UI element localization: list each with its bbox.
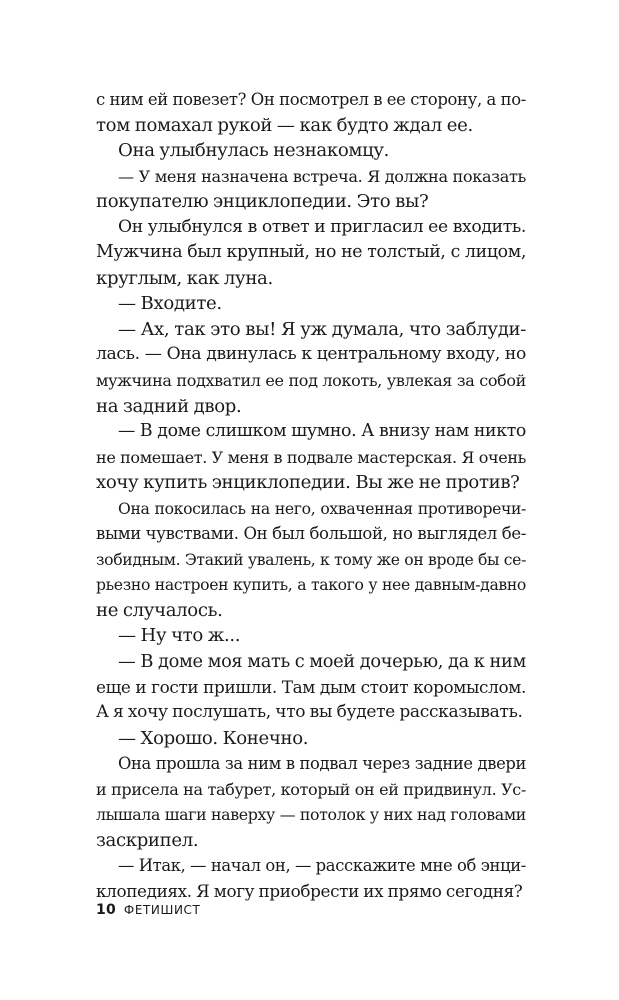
text-line: Она улыбнулась незнакомцу. [118,140,390,162]
text-line: Она покосилась на него, охваченная противоречи- [118,498,526,518]
page-footer [96,899,200,918]
text-line: А я хочу послушать, что вы будете рассказывать. [96,702,523,723]
text-line: том помахал рукой — как будто ждал ее. [96,114,473,136]
body-text [96,87,526,905]
text-line: — В доме моя мать с моей дочерью, да к ним [118,651,526,673]
text-line: — Хорошо. Конечно. [118,727,309,749]
text-line: — Ну что ж... [118,625,241,647]
text-line: мужчина подхватил ее под локоть, увлекая за собой [96,371,526,391]
text-line: и присела на табурет, который он ей придвинул. Ус- [96,779,526,799]
text-line: лышала шаги наверху — потолок у них над головами [96,805,526,825]
text-line: на задний двор. [96,395,242,417]
text-line: выми чувствами. Он был большой, но выглядел бе- [96,524,526,544]
text-line: клопедиях. Я могу приобрести их прямо сегодня? [96,880,523,901]
text-line: лась. — Она двинулась к центральному входу, но [96,344,526,365]
text-line: Мужчина был крупный, но не толстый, с лицом, [96,242,526,263]
page-number: 10 [96,902,116,918]
text-line: покупателю энциклопедии. Это вы? [96,191,429,213]
running-title: ФЕТИШИСТ [123,903,201,917]
text-line: — В доме слишком шумно. А внизу нам никто [118,421,526,442]
text-line: Он улыбнулся в ответ и пригласил ее входить. [118,216,526,237]
text-line: не случалось. [96,599,223,621]
text-line: заскрипел. [96,829,199,851]
text-line: — Итак, — начал он, — расскажите мне об энци- [118,856,526,876]
text-line: — Входите. [118,293,222,315]
text-line: — Ах, так это вы! Я уж думала, что заблуди- [118,318,526,340]
text-line: с ним ей повезет? Он посмотрел в ее сторону, а по- [96,90,526,109]
text-line: не помешает. У меня в подвале мастерская. Я очень [96,447,526,467]
text-line: еще и гости пришли. Там дым стоит коромыслом. [96,676,526,697]
text-line: рьезно настроен купить, а такого у нее давным-давно [96,575,526,595]
text-line: хочу купить энциклопедии. Вы же не против? [96,472,520,494]
text-line: — У меня назначена встреча. Я должна показать [118,166,526,186]
text-line: Она прошла за ним в подвал через задние двери [118,754,526,774]
text-line: зобидным. Этакий увалень, к тому же он вроде бы се- [96,549,526,569]
text-line: круглым, как луна. [96,267,273,289]
